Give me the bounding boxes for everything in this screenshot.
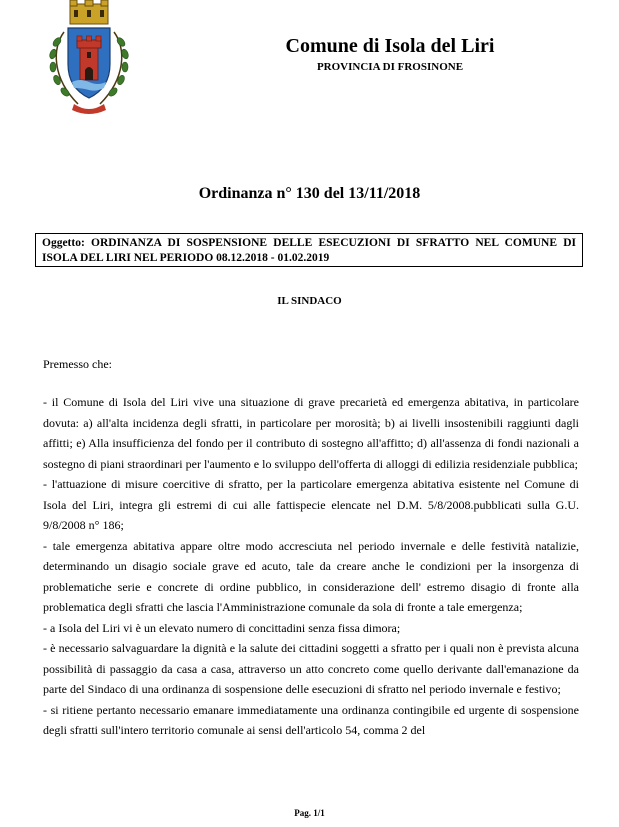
mural-crown-icon	[70, 0, 108, 24]
paragraph: - si ritiene pertanto necessario emanare immediatamente una ordinanza contingibile ed urgente di sospensione degli sfratti sull'intero territorio comunale ai sensi dell'articolo 54, comma 2 del	[43, 702, 579, 737]
paragraph: - il Comune di Isola del Liri vive una situazione di grave precarietà ed emergenza abitativa, in particolare dovuta: a) all'alta incidenza degli sfratti, in particolare per morosità; b) ai livelli insostenibili raggiunti dagli affitti; e) Alla insufficienza del fondo per il contributo di sostegno all'affitto; d) all'assenza di fondi nazionali a sostegno di piani straordinari per l'aumento e lo sviluppo dell'offerta di alloggi di edilizia residenziale pubblica;	[43, 395, 579, 471]
mayor-heading: IL SINDACO	[277, 295, 342, 307]
subject-label: Oggetto:	[42, 237, 85, 249]
paragraph: - è necessario salvaguardare la dignità e la salute dei cittadini soggetti a sfratto per i quali non è prevista alcuna possibilità di passaggio da casa a casa, attraverso un atto concreto come quello derivante dall'emanazione da parte del Sindaco di una ordinanza di sospensione delle esecuzioni di sfratto nel periodo invernale e festivo;	[43, 641, 579, 696]
tower-icon	[77, 36, 101, 80]
page-number: Pag. 1/1	[294, 808, 325, 818]
paragraph: - a Isola del Liri vi è un elevato numero di concittadini senza fissa dimora;	[43, 620, 401, 635]
province-subtitle: PROVINCIA DI FROSINONE	[316, 61, 464, 73]
paragraph: - l'attuazione di misure coercitive di sfratto, per la particolare emergenza abitativa esistente nel Comune di Isola del Liri, integra gli estremi di cui alle fattispecie elencate nel D.M. 5/8/2008.pubblicati sulla G.U. 9/8/2008 n° 186;	[43, 477, 579, 532]
municipal-coat-of-arms	[44, 0, 134, 118]
document-body	[43, 392, 579, 741]
subject-text: ORDINANZA DI SOSPENSIONE DELLE ESECUZIONI DI SFRATTO NEL COMUNE DI ISOLA DEL LIRI NEL PERIODO 08.12.2018 - 01.02.2019	[42, 237, 576, 264]
premise-heading: Premesso che:	[43, 357, 112, 371]
paragraph: - tale emergenza abitativa appare oltre modo accresciuta nel periodo invernale e delle festività natalizie, determinando un disagio sociale grave ed acuto, tale da creare anche le condizioni per la insorgenza di problematiche serie e concrete di ordine pubblico, in considerazione dell' estremo disagio di fronte alla problematica degli sfratti che lascia l'Amministrazione comunale da sola di fronte a tale emergenza;	[43, 538, 579, 614]
ordinance-title: Ordinanza n° 130 del 13/11/2018	[198, 185, 421, 202]
municipality-title: Comune di Isola del Liri	[285, 35, 495, 57]
subject-box	[35, 233, 583, 267]
